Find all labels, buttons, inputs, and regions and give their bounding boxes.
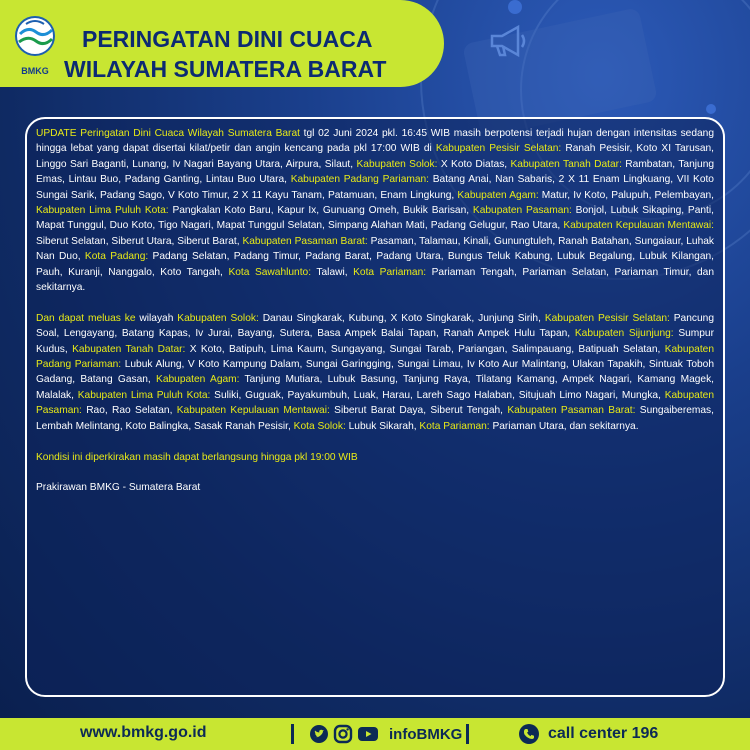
region-label: Kabupaten Tanah Datar: [510,158,622,170]
area-list: X Koto Diatas, [437,158,511,170]
title-line-2: WILAYAH SUMATERA BARAT [64,56,387,82]
call-center [518,723,658,745]
region-label: Kabupaten Kepulauan Mentawai: [176,405,330,417]
area-list: Pariaman Tengah, Pariaman Selatan, Pariaman Timur, dan sekitarnya. [36,266,714,294]
region-label: Kota Padang: [84,251,149,263]
region-label: Kota Solok: [293,420,346,432]
region-label: Kabupaten Lima Puluh Kota: [77,389,211,401]
footer-divider [466,724,469,744]
area-list: X Koto, Batipuh, Lima Kaum, Sungayang, Sungai Tarab, Pariangan, Salimpauang, Batipuah Selatan, [185,343,665,355]
area-list: Talawi, [311,266,354,278]
region-label: UPDATE Peringatan Dini Cuaca Wilayah Sumatera Barat [36,128,300,139]
area-list: wilayah [135,312,178,324]
region-label: Kabupaten Solok: [177,312,259,324]
region-label: Kabupaten Pasaman: [472,205,572,217]
decor-dot [706,104,716,114]
forecaster-signature: Prakirawan BMKG - Sumatera Barat [36,482,201,494]
area-list: Lubuk Sikarah, [345,420,420,432]
megaphone-icon [488,24,528,58]
region-label: Kota Pariaman: [353,266,427,278]
title-line-1: PERINGATAN DINI CUACA [82,26,373,52]
area-list: Pancung Soal, Lengayang, Batang Kapas, Iv Jurai, Bayang, Sutera, Basa Ampek Balai Tapan, Ranah Ampek Hulu Tapan, [36,312,714,340]
header-banner [0,0,444,87]
phone-icon [518,723,540,745]
region-label: Kabupaten Agam: [457,189,539,201]
condition-note: Kondisi ini diperkirakan masih dapat berlangsung hingga pkl 19:00 WIB [36,451,358,463]
area-list: Sungaiberemas, Lembah Melintang, Koto Balingka, Sasak Ranah Pesisir, [36,405,714,432]
area-list: Sumpur Kudus, [36,328,714,355]
area-list: Pasaman, Talamau, Kinali, Gunungtuleh, Ranah Batahan, Sungaiaur, Luhak Nan Duo, [36,235,714,263]
region-label: Kabupaten Agam: [156,374,240,386]
logo-label: BMKG [21,66,49,76]
footer-bar [0,718,750,750]
area-list: Tanjung Mutiara, Lubuk Basung, Tanjung Raya, Tilatang Kamang, Ampek Nagari, Kamang Magek, Malalak, [36,374,715,401]
region-label: Kabupaten Solok: [356,158,438,170]
area-list: Danau Singkarak, Kubung, X Koto Singkarak, Junjung Sirih, [258,312,545,324]
area-list: Siberut Selatan, Siberut Utara, Siberut Barat, [36,235,243,247]
region-label: Kabupaten Padang Pariaman: [36,343,714,371]
region-label: Kabupaten Kepulauan Mentawai: [563,220,714,232]
area-list: Rao, Rao Selatan, [81,405,177,417]
area-list: tgl 02 Juni 2024 pkl. 16:45 WIB masih berpotensi terjadi hujan dengan intensitas sedang hingga lebat yang dapat disertai kilat/petir dan angin kencang pada pkl 17:00 WIB di [36,128,714,155]
area-list: Siberut Barat Daya, Siberut Tengah, [329,405,508,417]
region-label: Kota Pariaman: [419,420,490,432]
youtube-icon[interactable] [357,724,379,744]
area-list: Matur, Iv Koto, Palupuh, Pelembayan, [538,189,715,201]
area-list: Pariaman Utara, dan sekitarnya. [489,420,639,432]
region-label: Kabupaten Pasaman Barat: [507,405,636,417]
region-label: Kabupaten Pesisir Selatan: [544,312,670,324]
region-label: Dan dapat meluas ke [36,312,136,324]
area-list: Pangkalan Koto Baru, Kapur Ix, Gunuang Omeh, Bukik Barisan, [168,205,473,217]
area-list: Padang Selatan, Padang Timur, Padang Barat, Padang Utara, Bungus Teluk Kabung, Lubuk Begalung, Lubuk Kilangan, Pauh, Kuranji, Nanggalo, Koto Tangah, [36,251,714,278]
decor-dot [508,0,522,14]
social-links [309,724,462,744]
region-label: Kabupaten Pesisir Selatan: [435,143,562,155]
warning-text [36,126,714,511]
warning-paragraph-2 [36,311,714,434]
page-title [64,24,386,84]
region-label: Kabupaten Pasaman Barat: [242,235,368,247]
social-handle[interactable]: infoBMKG [389,725,463,743]
twitter-icon[interactable] [309,724,329,744]
area-list: Batang Anai, Nan Sabaris, 2 X 11 Enam Lingkuang, VII Koto Sungai Sarik, Padang Sago, V Koto Timur, 2 X 11 Kayu Tanam, Patamuan, Enam Lingkung, [36,174,714,201]
region-label: Kabupaten Pasaman: [36,389,715,417]
region-label: Kabupaten Lima Puluh Kota: [36,205,169,217]
area-list: Ranah Pesisir, Koto XI Tarusan, Linggo Sari Baganti, Lunang, Iv Nagari Bayang Utara, Airpura, Silaut, [36,143,714,170]
area-list: Lubuk Alung, V Koto Kampung Dalam, Sungai Garingging, Sungai Limau, Iv Koto Aur Malintang, Ulakan Tapakih, Sintuak Toboh Gadang, Batang Gasan, [36,359,715,386]
warning-paragraph-1 [36,126,714,295]
footer-divider [291,724,294,744]
region-label: Kota Sawahlunto: [228,266,312,278]
region-label: Kabupaten Sijunjung: [574,328,674,340]
instagram-icon[interactable] [333,724,353,744]
area-list: Suliki, Guguak, Payakumbuh, Luak, Harau, Lareh Sago Halaban, Situjuah Limo Nagari, Mungka, [210,389,665,401]
website-link[interactable]: www.bmkg.go.id [80,724,207,741]
area-list: Bonjol, Lubuk Sikaping, Panti, Mapat Tunggul, Duo Koto, Tigo Nagari, Mapat Tunggul Selatan, Simpang Alahan Mati, Padang Gelugur, Rao Utara, [36,205,714,232]
area-list: Rambatan, Tanjung Emas, Lintau Buo, Padang Ganting, Lintau Buo Utara, [36,158,715,186]
region-label: Kabupaten Tanah Datar: [72,343,186,355]
region-label: Kabupaten Padang Pariaman: [290,174,430,186]
call-center-label[interactable]: call center 196 [548,725,659,742]
